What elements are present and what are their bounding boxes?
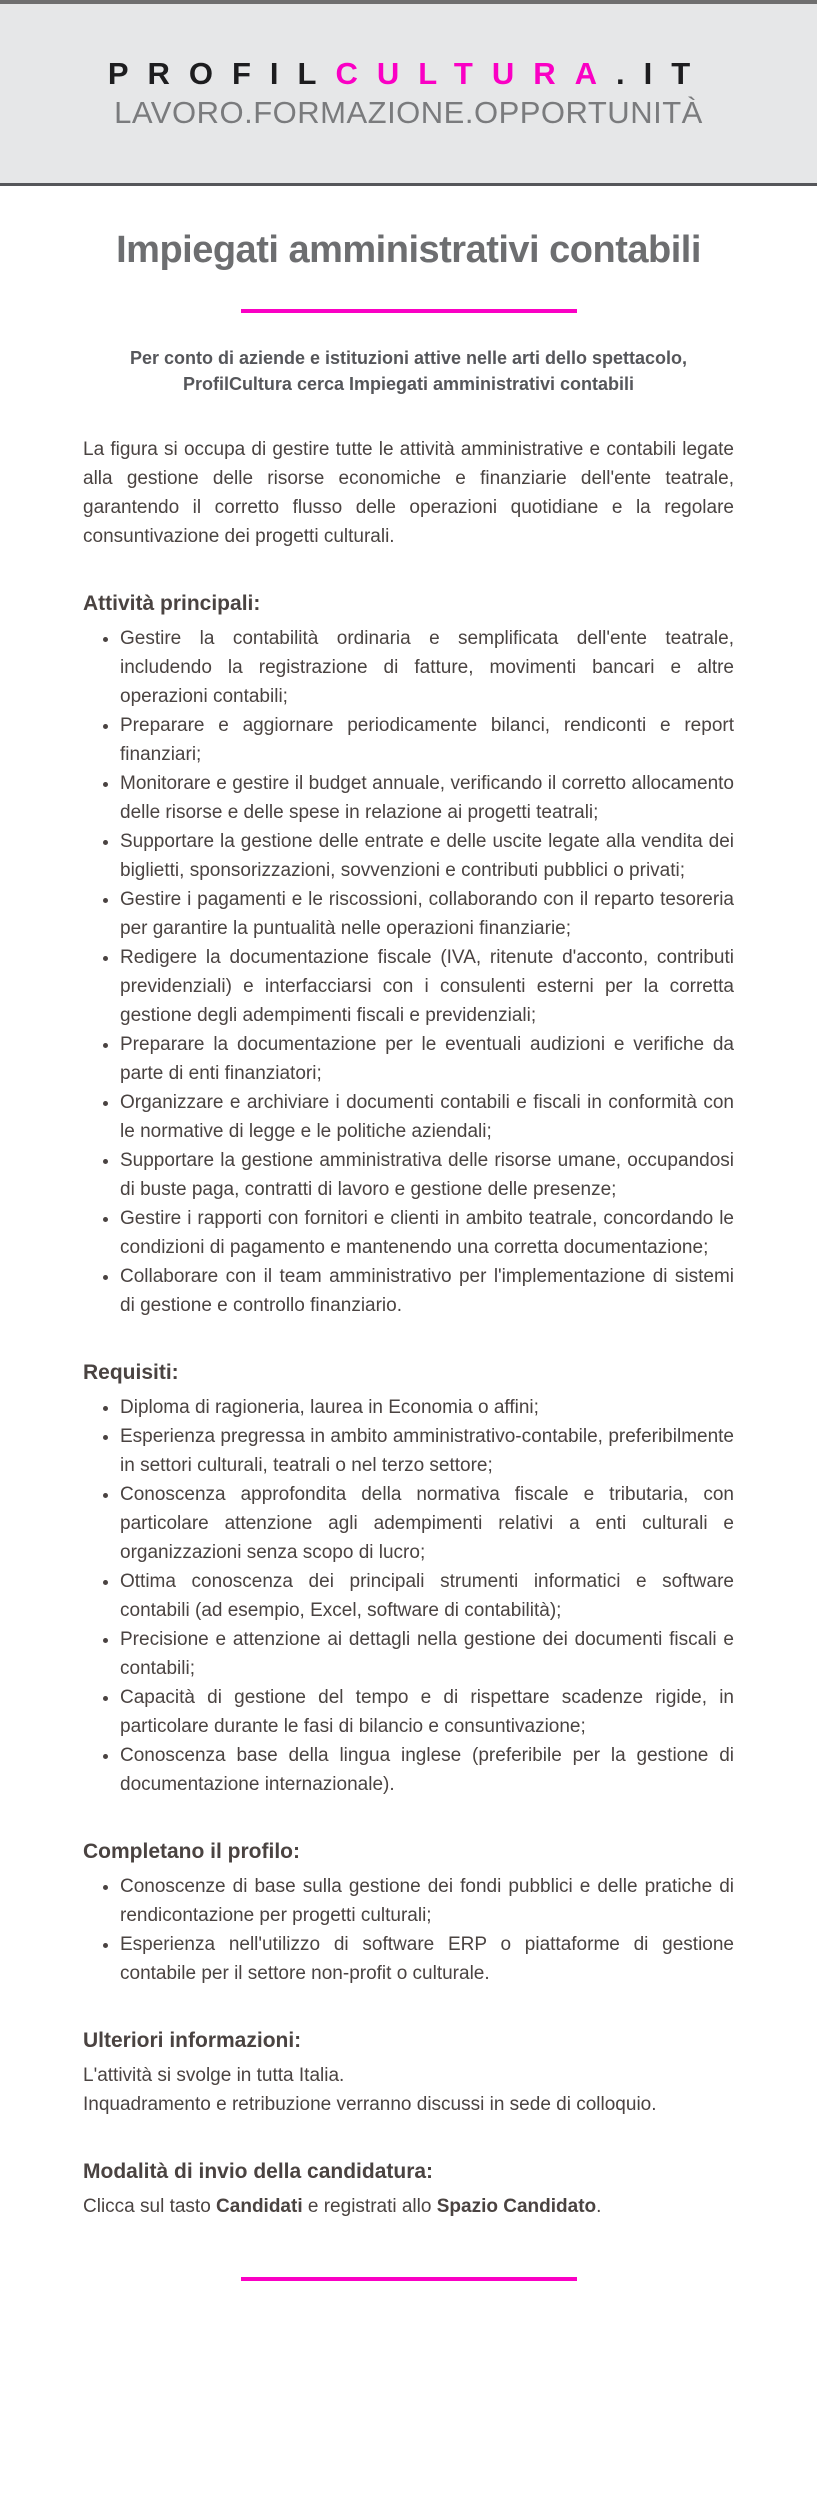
- section-ulteriori-informazioni: [83, 2026, 734, 2119]
- logo-profil: PROFIL: [107, 55, 336, 91]
- text-segment: e registrati allo: [302, 2196, 437, 2217]
- bullet-list: [83, 1393, 734, 1799]
- site-header: [0, 0, 817, 186]
- list-item: • Diploma di ragioneria, laurea in Economia o affini;: [120, 1393, 734, 1422]
- section-requisiti: [83, 1358, 734, 1799]
- job-intro-line: Per conto di aziende e istituzioni attive nelle arti dello spettacolo,: [129, 348, 688, 368]
- section-heading: Requisiti:: [83, 1361, 179, 1384]
- text-segment: Clicca sul tasto: [83, 2196, 217, 2217]
- bullet-list: [83, 624, 734, 1320]
- section-heading: Completano il profilo:: [83, 1840, 300, 1863]
- bullet-list: [83, 1872, 734, 1988]
- section-completano-il-profilo: [83, 1837, 734, 1988]
- job-posting: [83, 228, 734, 2339]
- list-item: • Conoscenza approfondita della normativa fiscale e tributaria, con particolare attenzione agli adempimenti relativi a enti culturali e organizzazioni senza scopo di lucro;: [120, 1480, 734, 1567]
- body-paragraph: La figura si occupa di gestire tutte le attività amministrative e contabili legate alla gestione delle risorse economiche e finanziarie dell'ente teatrale, garantendo il corretto flusso delle operazioni quotidiane e la regolare consuntivazione dei progetti culturali.: [83, 439, 734, 547]
- job-intro-line: ProfilCultura cerca Impiegati amministrativi contabili: [182, 374, 635, 394]
- bold-segment: Spazio Candidato: [436, 2196, 597, 2217]
- body-paragraph: Inquadramento e retribuzione verranno discussi in sede di colloquio.: [83, 2094, 657, 2115]
- section-modalita-candidatura: [83, 2157, 734, 2221]
- section-heading: Modalità di invio della candidatura:: [83, 2160, 434, 2183]
- list-item: • Precisione e attenzione ai dettagli nella gestione dei documenti fiscali e contabili;: [120, 1625, 734, 1683]
- section-descrizione: [83, 435, 734, 551]
- job-sections: [83, 435, 734, 2221]
- list-item: • Preparare la documentazione per le eventuali audizioni e verifiche da parte di enti finanziatori;: [120, 1030, 734, 1088]
- list-item: • Organizzare e archiviare i documenti contabili e fiscali in conformità con le normative di legge e le politiche aziendali;: [120, 1088, 734, 1146]
- list-item: • Redigere la documentazione fiscale (IVA, ritenute d'acconto, contributi previdenziali) e interfacciarsi con i consulenti esterni per la corretta gestione degli adempimenti fiscali e previdenziali;: [120, 943, 734, 1030]
- section-attivita-principali: [83, 589, 734, 1320]
- job-title: Impiegati amministrativi contabili: [116, 229, 701, 271]
- list-item: • Ottima conoscenza dei principali strumenti informatici e software contabili (ad esempio, Excel, software di contabilità);: [120, 1567, 734, 1625]
- list-item: • Conoscenze di base sulla gestione dei fondi pubblici e delle pratiche di rendicontazione per progetti culturali;: [120, 1872, 734, 1930]
- logo-cultura: CULTURA: [335, 55, 616, 91]
- list-item: • Gestire la contabilità ordinaria e semplificata dell'ente teatrale, includendo la registrazione di fatture, movimenti bancari e altre operazioni contabili;: [120, 624, 734, 711]
- job-intro: [83, 345, 734, 397]
- apply-instruction: [83, 2192, 734, 2221]
- text-segment: .: [596, 2196, 602, 2217]
- list-item: • Gestire i rapporti con fornitori e clienti in ambito teatrale, concordando le condizioni di pagamento e mantenendo una corretta documentazione;: [120, 1204, 734, 1262]
- list-item: • Preparare e aggiornare periodicamente bilanci, rendiconti e report finanziari;: [120, 711, 734, 769]
- bold-segment: Candidati: [216, 2196, 303, 2217]
- site-logo[interactable]: [108, 57, 709, 91]
- list-item: • Gestire i pagamenti e le riscossioni, collaborando con il reparto tesoreria per garantire la puntualità nelle operazioni finanziarie;: [120, 885, 734, 943]
- list-item: • Monitorare e gestire il budget annuale, verificando il corretto allocamento delle risorse e delle spese in relazione ai progetti teatrali;: [120, 769, 734, 827]
- section-heading: Attività principali:: [83, 592, 261, 615]
- logo-tagline: LAVORO.FORMAZIONE.OPPORTUNITÀ: [114, 94, 703, 130]
- body-paragraph: L'attività si svolge in tutta Italia.: [83, 2065, 345, 2086]
- logo-it: .IT: [616, 55, 710, 91]
- title-divider: [241, 309, 577, 313]
- list-item: • Esperienza nell'utilizzo di software ERP o piattaforme di gestione contabile per il settore non-profit o culturale.: [120, 1930, 734, 1988]
- list-item: • Supportare la gestione amministrativa delle risorse umane, occupandosi di buste paga, contratti di lavoro e gestione delle presenze;: [120, 1146, 734, 1204]
- section-heading: Ulteriori informazioni:: [83, 2029, 302, 2052]
- list-item: • Collaborare con il team amministrativo per l'implementazione di sistemi di gestione e controllo finanziario.: [120, 1262, 734, 1320]
- list-item: • Capacità di gestione del tempo e di rispettare scadenze rigide, in particolare durante le fasi di bilancio e consuntivazione;: [120, 1683, 734, 1741]
- list-item: • Supportare la gestione delle entrate e delle uscite legate alla vendita dei biglietti, sponsorizzazioni, sovvenzioni e contributi pubblici o privati;: [120, 827, 734, 885]
- list-item: • Esperienza pregressa in ambito amministrativo-contabile, preferibilmente in settori culturali, teatrali o nel terzo settore;: [120, 1422, 734, 1480]
- list-item: • Conoscenza base della lingua inglese (preferibile per la gestione di documentazione internazionale).: [120, 1741, 734, 1799]
- bottom-divider: [241, 2277, 577, 2281]
